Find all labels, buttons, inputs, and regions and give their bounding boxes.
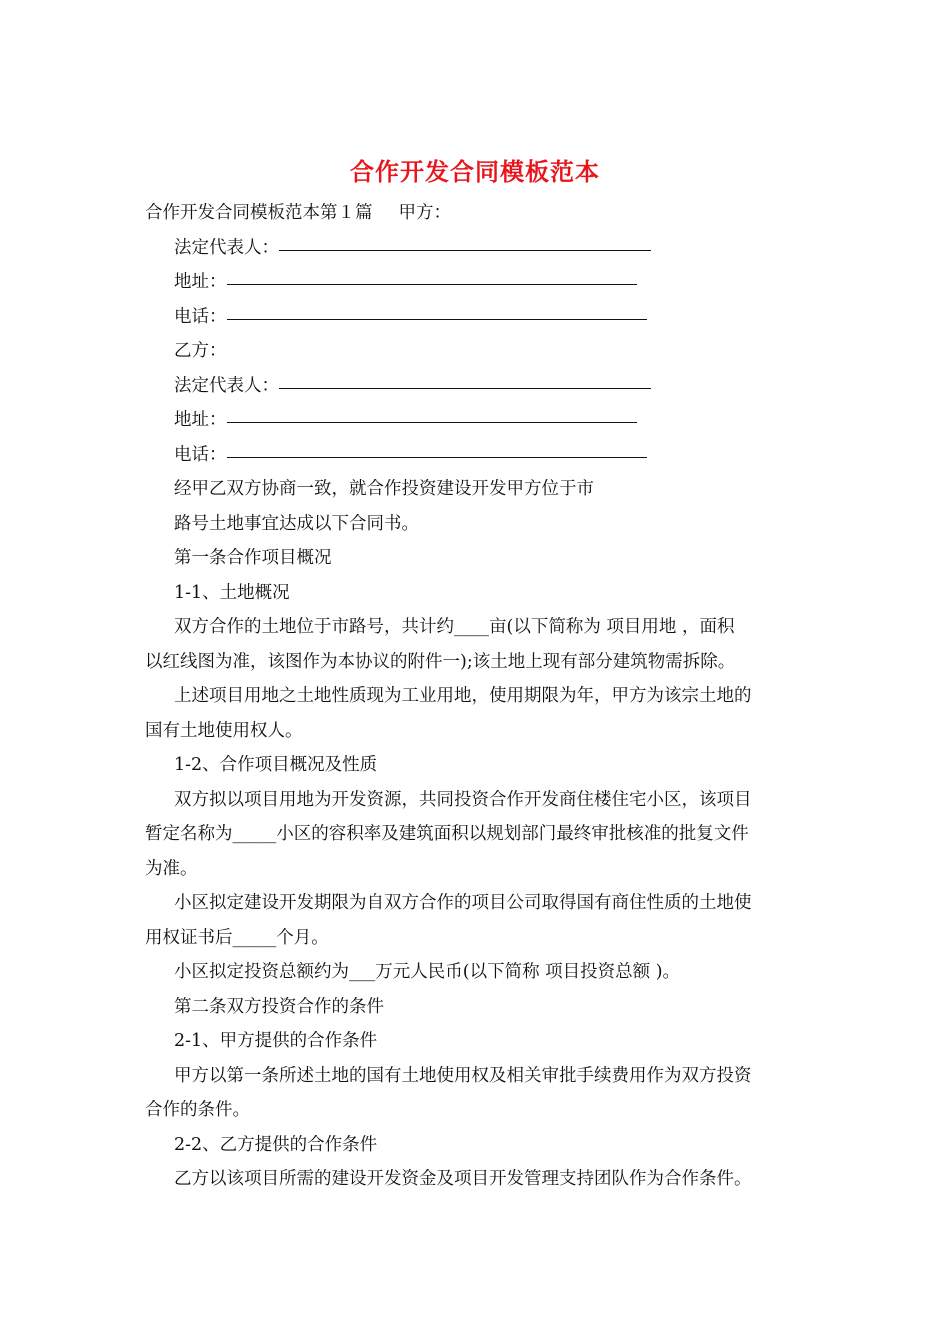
party-a-label: 甲方：: [398, 203, 451, 223]
s1-2-p1-line-3: 为准。: [145, 858, 198, 879]
section-1-1-heading: 1-1、土地概况: [174, 582, 290, 603]
party-b-address-row: [145, 403, 810, 438]
party-b-address-blank[interactable]: [227, 422, 637, 423]
section-2-1-heading: 2-1、甲方提供的合作条件: [174, 1031, 378, 1051]
article-2-heading: 第二条双方投资合作的条件: [174, 996, 384, 1017]
s1-2-p1-line-2: 暂定名称为_____小区的容积率及建筑面积以规划部门最终审批核准的批复文件: [145, 824, 749, 844]
consult-line-1: 经甲乙双方协商一致，就合作投资建设开发甲方位于市: [174, 479, 594, 499]
article-1-heading: 第一条合作项目概况: [174, 548, 332, 568]
s1-1-p1-line-2: 以红线图为准，该图作为本协议的附件一);该土地上现有部分建筑物需拆除。: [145, 651, 736, 672]
party-b-label: 乙方：: [174, 341, 227, 361]
document-body: [145, 196, 810, 1197]
s1-2-p1-line-1: 双方拟以项目用地为开发资源，共同投资合作开发商住楼住宅小区，该项目: [174, 789, 752, 810]
s1-1-p2-line-2: 国有土地使用权人。: [145, 720, 303, 741]
party-a-rep-label: 法定代表人：: [174, 237, 279, 258]
party-b-rep-label: 法定代表人：: [174, 375, 279, 396]
intro-text: 合作开发合同模板范本第１篇: [145, 203, 373, 223]
intro-line: [145, 196, 810, 231]
party-b-rep-blank[interactable]: [279, 388, 651, 389]
party-b-rep-row: [145, 369, 810, 404]
party-a-address-row: [145, 265, 810, 300]
party-a-address-label: 地址：: [174, 272, 227, 292]
s1-2-p2-line-2: 用权证书后_____个月。: [145, 927, 329, 948]
s1-2-p2-line-1: 小区拟定建设开发期限为自双方合作的项目公司取得国有商住性质的土地使: [174, 893, 752, 913]
party-b-phone-row: [145, 438, 810, 473]
section-1-2-heading: 1-2、合作项目概况及性质: [174, 755, 378, 775]
document-title: 合作开发合同模板范本: [350, 157, 600, 186]
s2-1-p1-line-1: 甲方以第一条所述土地的国有土地使用权及相关审批手续费用作为双方投资: [174, 1065, 752, 1086]
party-b-phone-label: 电话：: [174, 444, 227, 465]
party-a-address-blank[interactable]: [227, 284, 637, 285]
party-a-phone-label: 电话：: [174, 306, 227, 327]
s1-1-p2-line-1: 上述项目用地之土地性质现为工业用地，使用期限为年，甲方为该宗土地的: [174, 686, 752, 706]
section-2-2-heading: 2-2、乙方提供的合作条件: [174, 1134, 378, 1155]
party-b-phone-blank[interactable]: [227, 457, 647, 458]
party-a-phone-row: [145, 300, 810, 335]
s2-1-p1-line-2: 合作的条件。: [145, 1100, 250, 1120]
party-a-phone-blank[interactable]: [227, 319, 647, 320]
party-a-rep-row: [145, 231, 810, 266]
s2-2-p1: 乙方以该项目所需的建设开发资金及项目开发管理支持团队作为合作条件。: [174, 1169, 752, 1189]
party-a-rep-blank[interactable]: [279, 250, 651, 251]
s1-1-p1-line-1: 双方合作的土地位于市路号，共计约____亩(以下简称为 项目用地 ，面积: [174, 617, 735, 637]
party-b-address-label: 地址：: [174, 410, 227, 430]
consult-line-2: 路号土地事宜达成以下合同书。: [174, 513, 419, 534]
s1-2-p3: 小区拟定投资总额约为___万元人民币(以下简称 项目投资总额 )。: [174, 962, 681, 982]
